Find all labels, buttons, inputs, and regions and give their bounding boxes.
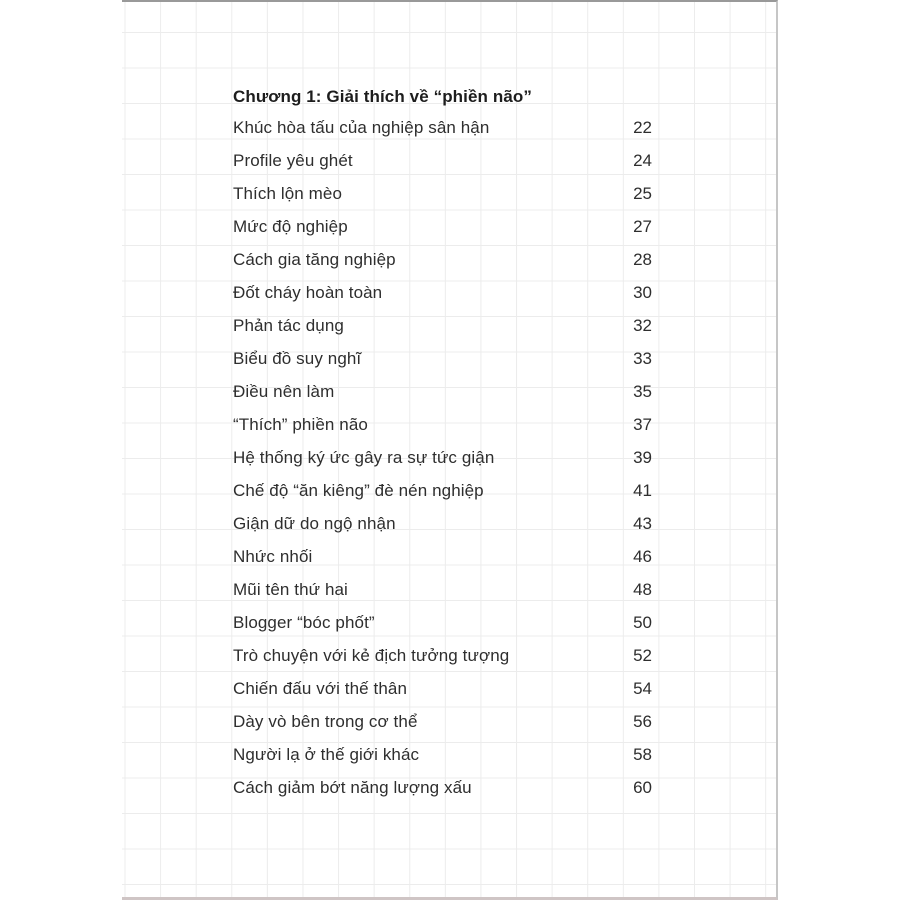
toc-entry-title: Blogger “bóc phốt” bbox=[233, 613, 375, 632]
toc-row bbox=[233, 177, 652, 210]
toc-row bbox=[233, 738, 652, 771]
toc-row bbox=[233, 705, 652, 738]
toc-entry-page: 46 bbox=[633, 547, 652, 566]
toc-row bbox=[233, 672, 652, 705]
toc-entry-title: Đốt cháy hoàn toàn bbox=[233, 283, 383, 302]
toc-entry-page: 24 bbox=[633, 151, 652, 170]
toc-row bbox=[233, 408, 652, 441]
toc-row bbox=[233, 474, 652, 507]
toc-row bbox=[233, 771, 652, 804]
toc-entry-title: Chế độ “ăn kiêng” đè nén nghiệp bbox=[233, 481, 484, 500]
toc-entry-page: 25 bbox=[633, 184, 652, 203]
toc-entry-page: 58 bbox=[633, 745, 652, 764]
toc-entry-page: 22 bbox=[633, 118, 652, 137]
toc-entry-page: 33 bbox=[633, 349, 652, 368]
toc-entry-page: 37 bbox=[633, 415, 652, 434]
toc-entry-page: 52 bbox=[633, 646, 652, 665]
toc-entry-title: Trò chuyện với kẻ địch tưởng tượng bbox=[233, 646, 510, 665]
toc-row bbox=[233, 375, 652, 408]
toc-entry-title: Hệ thống ký ức gây ra sự tức giận bbox=[233, 448, 495, 467]
toc-row bbox=[233, 639, 652, 672]
toc-row bbox=[233, 144, 652, 177]
toc-row bbox=[233, 111, 652, 144]
toc-entry-title: Biểu đồ suy nghĩ bbox=[233, 349, 362, 368]
toc-entry-page: 35 bbox=[633, 382, 652, 401]
toc-entry-title: Thích lộn mèo bbox=[233, 184, 343, 203]
toc-row bbox=[233, 243, 652, 276]
toc-row bbox=[233, 573, 652, 606]
toc-entry-page: 56 bbox=[633, 712, 652, 731]
table-of-contents bbox=[233, 86, 652, 804]
toc-row bbox=[233, 342, 652, 375]
toc-row bbox=[233, 507, 652, 540]
toc-entry-title: Cách giảm bớt năng lượng xấu bbox=[233, 778, 472, 797]
toc-entry-title: “Thích” phiền não bbox=[233, 415, 368, 434]
toc-entry-page: 32 bbox=[633, 316, 652, 335]
toc-entry-page: 50 bbox=[633, 613, 652, 632]
toc-entry-page: 60 bbox=[633, 778, 652, 797]
toc-row bbox=[233, 441, 652, 474]
toc-row bbox=[233, 309, 652, 342]
toc-row bbox=[233, 276, 652, 309]
toc-entry-title: Điều nên làm bbox=[233, 382, 335, 401]
toc-entry-page: 48 bbox=[633, 580, 652, 599]
toc-row bbox=[233, 210, 652, 243]
toc-entry-title: Mức độ nghiệp bbox=[233, 217, 348, 236]
toc-entry-title: Cách gia tăng nghiệp bbox=[233, 250, 396, 269]
toc-entry-title: Khúc hòa tấu của nghiệp sân hận bbox=[233, 118, 490, 137]
toc-entry-title: Dày vò bên trong cơ thể bbox=[233, 712, 418, 731]
toc-entry-page: 39 bbox=[633, 448, 652, 467]
toc-entry-title: Profile yêu ghét bbox=[233, 151, 353, 170]
toc-entry-page: 27 bbox=[633, 217, 652, 236]
toc-entry-page: 28 bbox=[633, 250, 652, 269]
toc-entry-title: Nhức nhối bbox=[233, 547, 313, 566]
toc-entry-page: 43 bbox=[633, 514, 652, 533]
toc-row bbox=[233, 606, 652, 639]
toc-entry-page: 30 bbox=[633, 283, 652, 302]
toc-rows bbox=[233, 111, 652, 804]
toc-row bbox=[233, 540, 652, 573]
toc-entry-title: Mũi tên thứ hai bbox=[233, 580, 348, 599]
toc-entry-title: Giận dữ do ngộ nhận bbox=[233, 514, 396, 533]
toc-entry-title: Người lạ ở thế giới khác bbox=[233, 745, 420, 764]
toc-entry-title: Chiến đấu với thế thân bbox=[233, 679, 408, 698]
toc-entry-title: Phản tác dụng bbox=[233, 316, 344, 335]
chapter-title: Chương 1: Giải thích về “phiền não” bbox=[233, 87, 532, 106]
book-page bbox=[122, 0, 778, 900]
toc-entry-page: 54 bbox=[633, 679, 652, 698]
toc-entry-page: 41 bbox=[633, 481, 652, 500]
